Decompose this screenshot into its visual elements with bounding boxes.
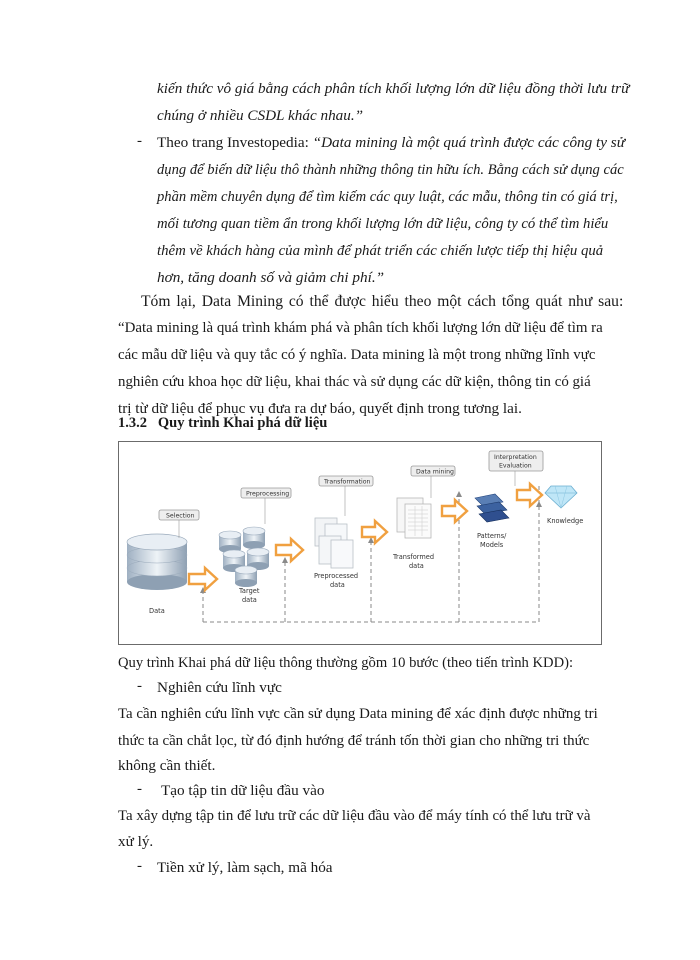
step1-dash: -: [137, 678, 142, 694]
flow-arrow-5: [517, 484, 542, 506]
investopedia-line-4: mối tương quan tiềm ẩn trong khối lượng lớn dữ liệu, công ty có thể tìm hiểu: [157, 216, 609, 232]
step2-line-2: xử lý.: [118, 833, 154, 850]
label-knowledge: Knowledge: [547, 517, 584, 525]
label-target: Target: [239, 587, 260, 595]
summary-line-1: Tóm lại, Data Mining có thể được hiểu theo một cách tổng quát như sau:: [141, 293, 624, 310]
step2-line-1: Ta xây dựng tập tin để lưu trữ các dữ liệu đầu vào để máy tính có thể lưu trữ và: [118, 808, 591, 824]
summary-line-3: các mẫu dữ liệu và quy tắc có ý nghĩa. Data mining là một trong những lĩnh vực: [118, 347, 596, 363]
svg-text:Preprocessing: Preprocessing: [246, 490, 290, 498]
investopedia-line-2: dụng để biến dữ liệu thô thành những thông tin hữu ích. Bằng cách sử dụng các: [157, 162, 624, 178]
flow-arrow-3: [362, 521, 387, 543]
step3-dash: -: [137, 858, 142, 874]
step2-dash: -: [137, 781, 142, 797]
label-preprocessed: Preprocessed: [314, 572, 359, 580]
step1-line-3: không cần thiết.: [118, 757, 216, 774]
svg-text:Selection: Selection: [166, 512, 195, 520]
label-models: Models: [480, 541, 504, 549]
step1-line-2: thức ta cần chắt lọc, từ đó định hướng để tránh tốn thời gian cho những tri thức: [118, 733, 590, 749]
label-target-data: data: [242, 596, 257, 604]
investopedia-line-1: [157, 133, 625, 153]
step3-title: Tiền xử lý, làm sạch, mã hóa: [157, 859, 333, 876]
section-number: 1.3.2: [118, 415, 147, 431]
stage-tag-transformation: [319, 476, 373, 516]
kdd-process-figure: [118, 441, 602, 645]
stage-tag-preprocessing: [241, 488, 291, 524]
label-patterns: Patterns/: [477, 532, 507, 540]
tag-evaluation: Evaluation: [499, 462, 532, 470]
target-data-cylinders-icon: [219, 527, 269, 587]
investopedia-quote-start: “Data mining là một quá trình được các công ty sử: [312, 134, 625, 151]
stage-tag-interpretation-evaluation: [489, 451, 543, 486]
quote1-line-2: chúng ở nhiều CSDL khác nhau.”: [157, 107, 364, 124]
svg-text:Transformation: Transformation: [324, 478, 371, 486]
patterns-models-icon: [475, 494, 509, 522]
section-heading: [118, 415, 327, 432]
step1-line-1: Ta cần nghiên cứu lĩnh vực cần sử dụng Data mining để xác định được những tri: [118, 706, 598, 722]
summary-line-4: nghiên cứu khoa học dữ liệu, khai thác và sử dụng các dữ kiện, thông tin có giá: [118, 374, 591, 390]
transformed-data-sheet-icon: [397, 498, 431, 538]
flow-arrow-1: [189, 568, 217, 590]
investopedia-lead: Theo trang Investopedia:: [157, 134, 313, 151]
step1-title: Nghiên cứu lĩnh vực: [157, 679, 282, 696]
flow-arrow-2: [276, 539, 303, 561]
section-title: Quy trình Khai phá dữ liệu: [157, 415, 328, 431]
step2-title: Tạo tập tin dữ liệu đầu vào: [161, 782, 325, 799]
stage-tag-selection: [159, 510, 199, 538]
investopedia-line-3: phần mềm chuyên dụng để tìm kiếm các quy luật, các mẫu, thông tin có giá trị,: [157, 189, 618, 205]
stage-tag-data-mining: [411, 466, 455, 498]
label-transformed: Transformed: [393, 553, 435, 561]
process-intro: Quy trình Khai phá dữ liệu thông thường gồm 10 bước (theo tiến trình KDD):: [118, 655, 574, 671]
svg-text:Data mining: Data mining: [416, 468, 454, 476]
bullet-dash: -: [137, 133, 142, 149]
tag-interpretation: Interpretation: [494, 454, 537, 461]
investopedia-line-6: hơn, tăng doanh số và giảm chi phí.”: [157, 269, 385, 286]
investopedia-line-5: thêm về khách hàng của mình để phát triển các chiến lược tiếp thị hiệu quả: [157, 243, 604, 259]
summary-line-2: “Data mining là quá trình khám phá và phân tích khối lượng lớn dữ liệu để tìm ra: [118, 320, 603, 336]
preprocessed-documents-icon: [315, 518, 353, 568]
label-data: Data: [149, 607, 165, 615]
quote1-line-1: kiến thức vô giá bằng cách phân tích khối lượng lớn dữ liệu đồng thời lưu trữ: [157, 80, 630, 97]
summary-line-5: trị từ dữ liệu để phục vụ đưa ra dự báo, quyết định trong tương lai.: [118, 400, 522, 417]
kdd-diagram: [119, 442, 601, 644]
flow-arrow-4: [442, 500, 467, 522]
label-preprocessed-data: data: [330, 581, 345, 589]
knowledge-diamond-icon: [545, 486, 577, 508]
data-database-icon: [127, 534, 187, 590]
label-transformed-data: data: [409, 562, 424, 570]
